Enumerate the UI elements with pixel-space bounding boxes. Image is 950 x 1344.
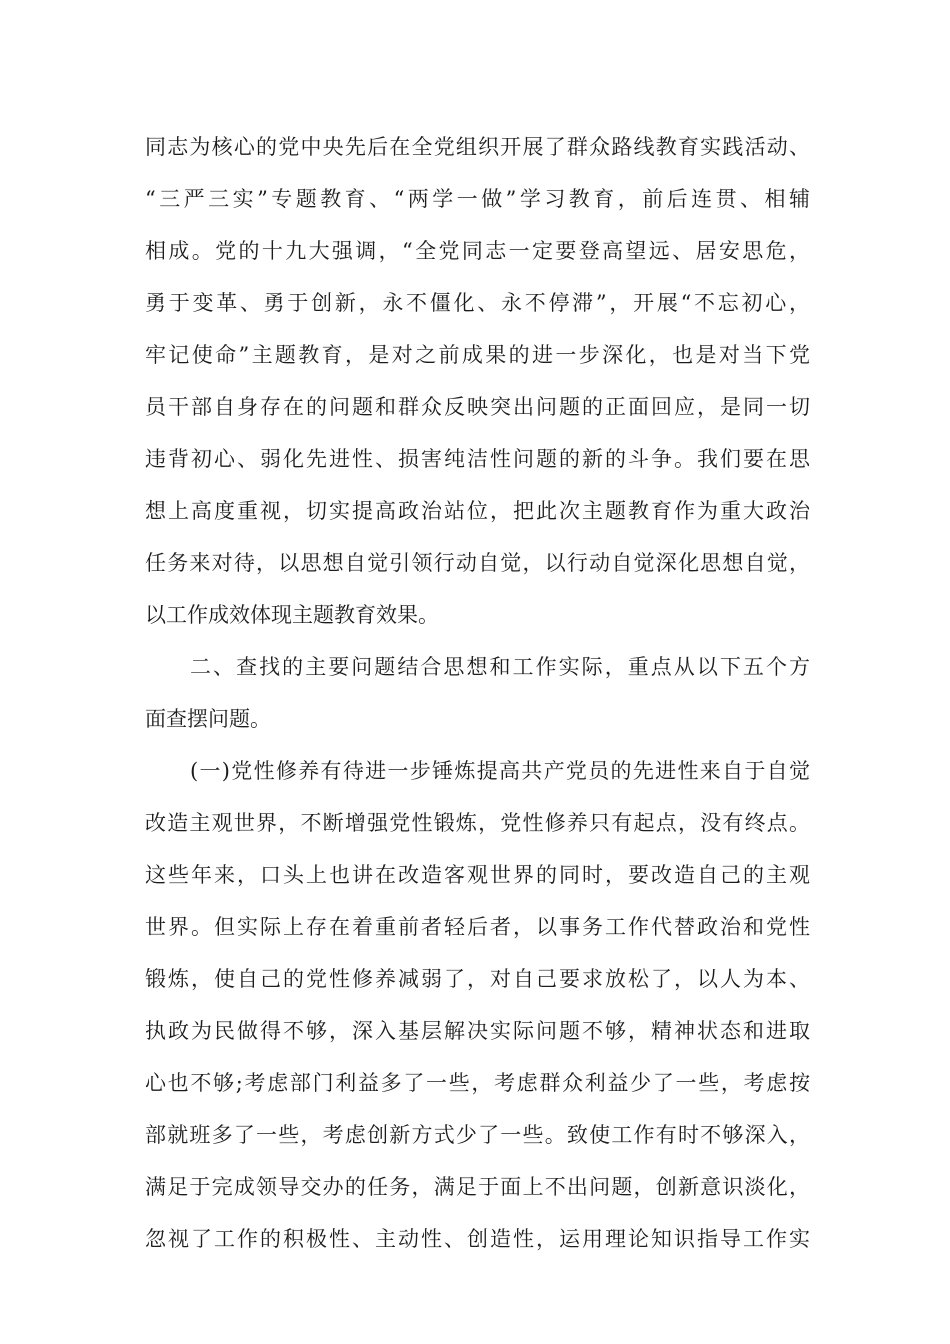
- text-line: 同志为核心的党中央先后在全党组织开展了群众路线教育实践活动、: [145, 135, 810, 159]
- text-line: 相成。党的十九大强调，“全党同志一定要登高望远、居安思危，: [145, 239, 810, 263]
- text-line: 满足于完成领导交办的任务，满足于面上不出问题，创新意识淡化，: [145, 1175, 810, 1199]
- section-heading-line: 二、查找的主要问题结合思想和工作实际，重点从以下五个方: [190, 655, 810, 679]
- text-line: 想上高度重视，切实提高政治站位，把此次主题教育作为重大政治: [145, 499, 810, 523]
- text-line: 心也不够;考虑部门利益多了一些，考虑群众利益少了一些，考虑按: [145, 1071, 810, 1095]
- text-line: 执政为民做得不够，深入基层解决实际问题不够，精神状态和进取: [145, 1019, 810, 1043]
- text-line: 世界。但实际上存在着重前者轻后者，以事务工作代替政治和党性: [145, 915, 810, 939]
- text-line: 勇于变革、勇于创新，永不僵化、永不停滞”，开展“不忘初心，: [145, 291, 810, 315]
- subsection-heading-line: (一)党性修养有待进一步锤炼提高共产党员的先进性来自于自觉: [190, 759, 810, 783]
- text-line: 改造主观世界，不断增强党性锻炼，党性修养只有起点，没有终点。: [145, 811, 810, 835]
- text-line: 锻炼，使自己的党性修养减弱了，对自己要求放松了，以人为本、: [145, 967, 810, 991]
- text-line: 任务来对待，以思想自觉引领行动自觉，以行动自觉深化思想自觉，: [145, 551, 810, 575]
- text-line: 这些年来，口头上也讲在改造客观世界的同时，要改造自己的主观: [145, 863, 810, 887]
- text-line: “三严三实”专题教育、“两学一做”学习教育，前后连贯、相辅: [145, 187, 810, 211]
- text-line: 以工作成效体现主题教育效果。: [145, 603, 439, 627]
- text-line: 员干部自身存在的问题和群众反映突出问题的正面回应，是同一切: [145, 395, 810, 419]
- text-line: 违背初心、弱化先进性、损害纯洁性问题的新的斗争。我们要在思: [145, 447, 810, 471]
- text-line: 牢记使命”主题教育，是对之前成果的进一步深化，也是对当下党: [145, 343, 810, 367]
- section-heading-line: 面查摆问题。: [145, 707, 271, 731]
- text-line: 部就班多了一些，考虑创新方式少了一些。致使工作有时不够深入，: [145, 1123, 810, 1147]
- text-line: 忽视了工作的积极性、主动性、创造性，运用理论知识指导工作实: [145, 1227, 810, 1251]
